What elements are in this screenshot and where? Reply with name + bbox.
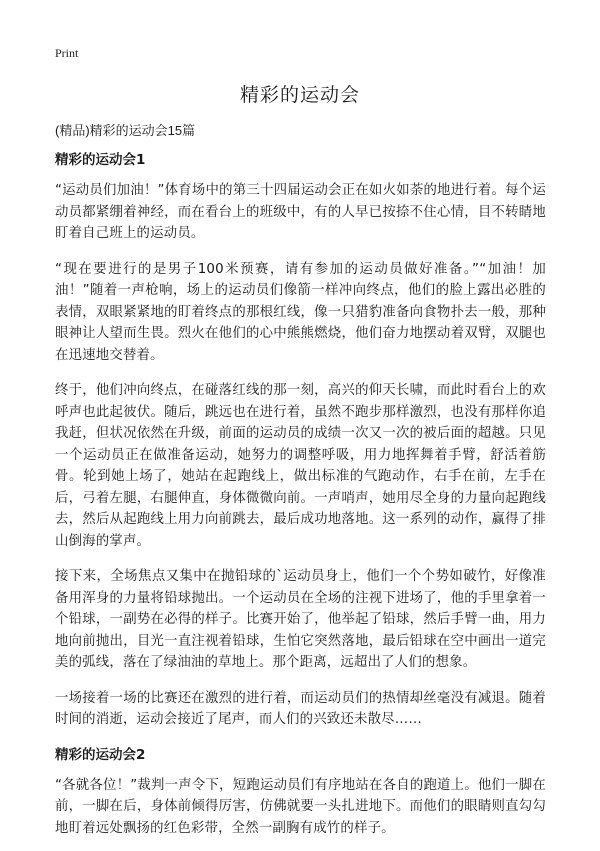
document-subtitle: (精品)精彩的运动会15篇 [55,123,196,138]
article-body [55,150,546,851]
print-link[interactable]: Print [55,46,79,60]
paragraph: 一场接着一场的比赛还在激烈的进行着，而运动员们的热情却丝毫没有减退。随着时间的消逝，运动会接近了尾声，而人们的兴致还未散尽…… [55,690,546,727]
paragraph: 接下来，全场焦点又集中在抛铅球的`运动员身上，他们一个个势如破竹，好像准备用浑身的力量将铅球抛出。一个运动员在全场的注视下进场了，他的手里拿着一个铅球，一副势在必得的样子。比赛开始了，他举起了铅球，然后手臂一曲，用力地向前抛出，目光一直注视着铅球，生怕它突然落地，最后铅球在空中画出一道完美的弧线，落在了绿油油的草地上。那个距离，远超出了人们的想象。 [55,569,546,670]
paragraph: 终于，他们冲向终点，在碰落红线的那一刻，高兴的仰天长啸，而此时看台上的欢呼声也此起彼伏。随后，跳远也在进行着，虽然不跑步那样激烈，也没有那样你追我赶，但状况依然在升级，前面的运动员的成绩一次又一次的被后面的超越。只见一个运动员正在做准备运动，她努力的调整呼吸，用力地挥舞着手臂，舒活着筋骨。轮到她上场了，她站在起跑线上，做出标准的气跑动作，右手在前，左手在后，弓着左腿，右腿伸直，身体微微向前。一声哨声，她用尽全身的力量向起跑线去，然后从起跑线上用力向前跳去，最后成功地落地。这一系列的动作，赢得了排山倒海的掌声。 [55,383,546,549]
page-title: 精彩的运动会 [239,84,360,106]
paragraph: “现在要进行的是男子100米预赛，请有参加的运动员做好准备。”“加油！加油！”随着一声枪响，场上的运动员们像箭一样冲向终点，他们的脸上露出必胜的表情，双眼紧紧地的盯着终点的那根红线，像一只猎豹准备向食物扑去一般，那种眼神让人望而生畏。烈火在他们的心中熊熊燃烧，他们奋力地摆动着双臂，双腿也在迅速地交替着。 [55,261,546,363]
section-heading-1: 精彩的运动会1 [55,152,146,168]
paragraph: “各就各位！”裁判一声令下，短跑运动员们有序地站在各自的跑道上。他们一脚在前，一脚在后，身体前倾得厉害，仿佛就要一头扎进地下。而他们的眼睛则直勾勾地盯着远处飘扬的红色彩带，全然一副胸有成竹的样子。 [55,777,546,836]
section-heading-2: 精彩的运动会2 [55,746,146,763]
paragraph: “运动员们加油！”体育场中的第三十四届运动会正在如火如荼的地进行着。每个运动员都紧绷着神经，而在看台上的班级中，有的人早已按捺不住心情，目不转睛地盯着自己班上的运动员。 [55,183,546,241]
